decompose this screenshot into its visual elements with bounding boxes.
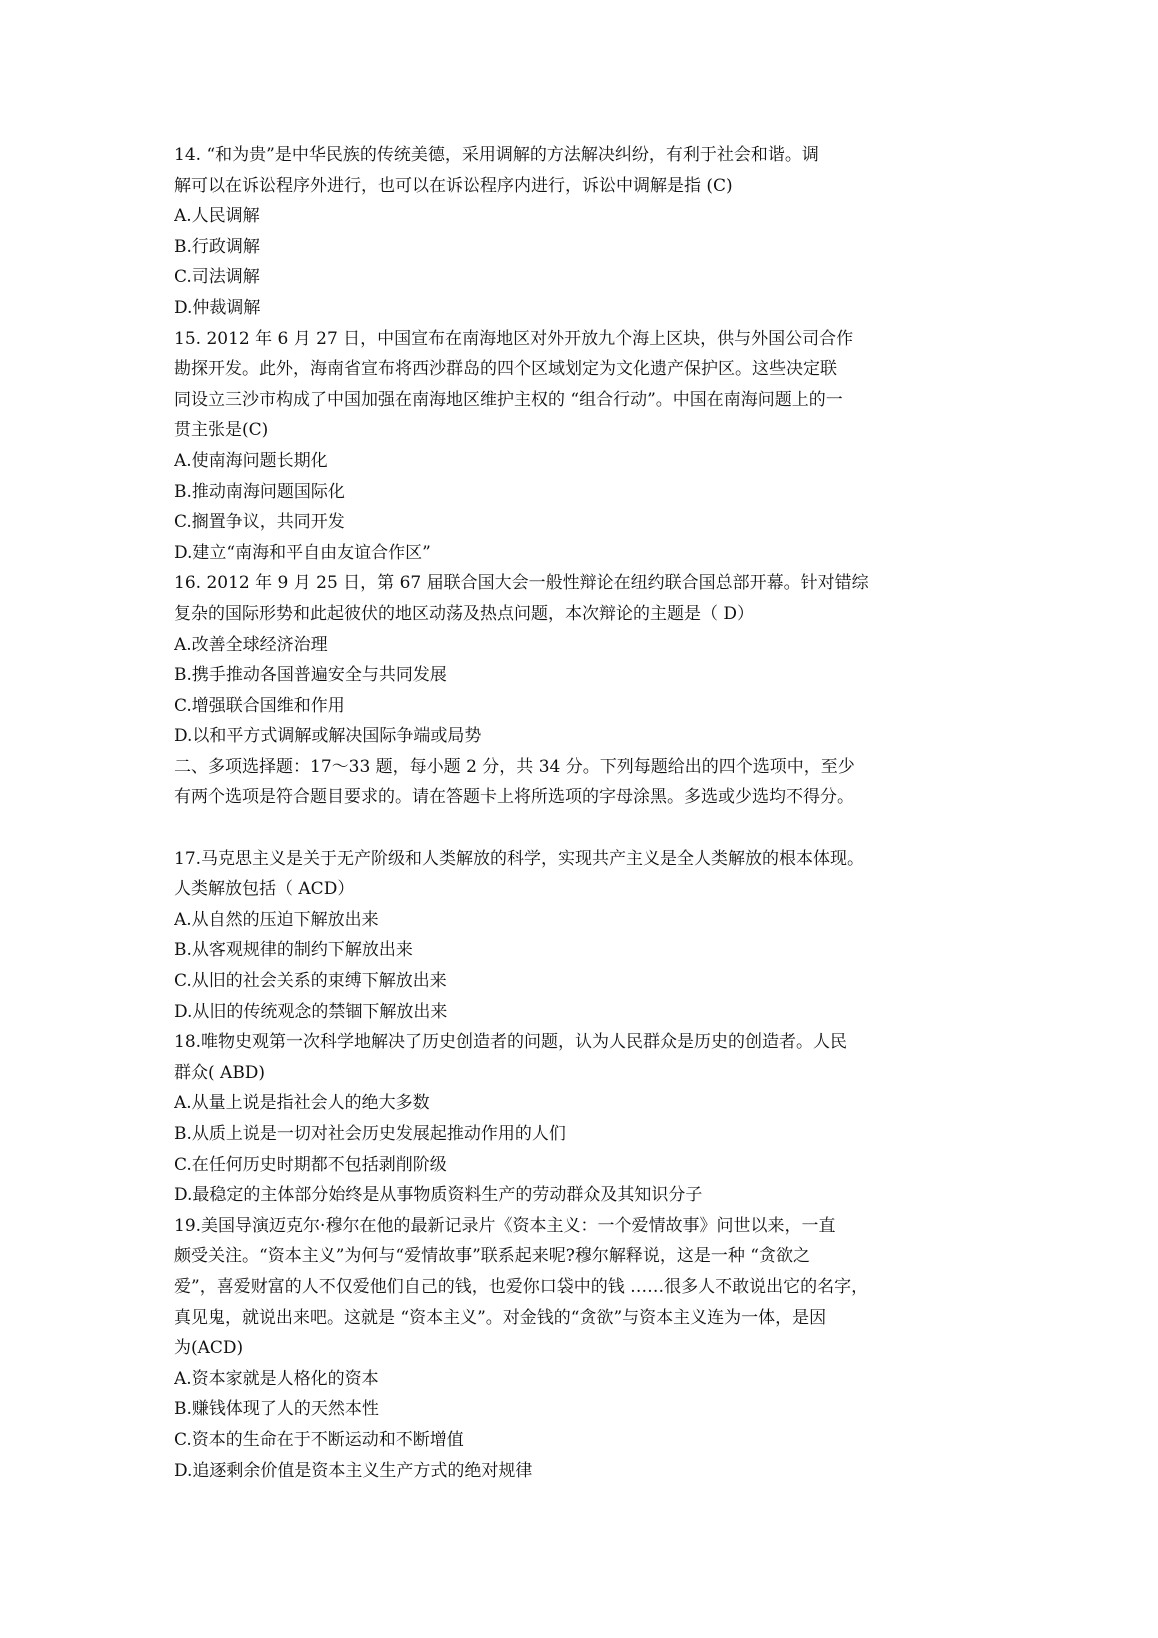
q16-line-1: 16. 2012 年 9 月 25 日，第 67 届联合国大会一般性辩论在纽约联合国总部开幕。针对错综 bbox=[174, 573, 869, 594]
q18-line-1: 18.唯物史观第一次科学地解决了历史创造者的问题，认为人民群众是历史的创造者。人民 bbox=[174, 1032, 848, 1053]
q15-line-2: 勘探开发。此外，海南省宣布将西沙群岛的四个区域划定为文化遗产保护区。这些决定联 bbox=[174, 359, 837, 380]
section-heading-line-2: 有两个选项是符合题目要求的。请在答题卡上将所选项的字母涂黑。多选或少选均不得分。 bbox=[174, 787, 854, 808]
q17-option-a: A.从自然的压迫下解放出来 bbox=[174, 909, 379, 930]
q19-line-4: 真见鬼，就说出来吧。这就是 “资本主义”。对金钱的“贪欲”与资本主义连为一体，是因 bbox=[174, 1307, 827, 1328]
q19-option-d: D.追逐剩余价值是资本主义生产方式的绝对规律 bbox=[174, 1460, 533, 1481]
q14-option-a: A.人民调解 bbox=[174, 206, 260, 227]
blank-line bbox=[174, 813, 1004, 844]
q19-option-c: C.资本的生命在于不断运动和不断增值 bbox=[174, 1429, 464, 1450]
q16-option-b: B.携手推动各国普遍安全与共同发展 bbox=[174, 665, 447, 686]
section-heading-line-1: 二、多项选择题：17～33 题，每小题 2 分，共 34 分。下列每题给出的四个选项中，至少 bbox=[174, 756, 855, 777]
q19-line-2: 颇受关注。“资本主义”为何与“爱情故事”联系起来呢?穆尔解释说，这是一种 “贪欲之 bbox=[174, 1246, 810, 1267]
q18-option-c: C.在任何历史时期都不包括剥削阶级 bbox=[174, 1154, 447, 1175]
q18-option-b: B.从质上说是一切对社会历史发展起推动作用的人们 bbox=[174, 1124, 566, 1144]
q19-line-5: 为(ACD) bbox=[174, 1338, 244, 1359]
q14-line-1: 14. “和为贵”是中华民族的传统美德，采用调解的方法解决纠纷，有利于社会和谐。调 bbox=[174, 145, 819, 165]
q19-line-1: 19.美国导演迈克尔·穆尔在他的最新记录片《资本主义：一个爱情故事》问世以来，一直 bbox=[174, 1215, 836, 1236]
q18-option-a: A.从量上说是指社会人的绝大多数 bbox=[174, 1093, 430, 1114]
q17-option-b: B.从客观规律的制约下解放出来 bbox=[174, 940, 413, 961]
q15-option-a: A.使南海问题长期化 bbox=[174, 450, 328, 471]
q17-option-d: D.从旧的传统观念的禁锢下解放出来 bbox=[174, 1001, 448, 1022]
q19-option-b: B.赚钱体现了人的天然本性 bbox=[174, 1399, 379, 1420]
q19-option-a: A.资本家就是人格化的资本 bbox=[174, 1368, 379, 1389]
q15-option-c: C.搁置争议，共同开发 bbox=[174, 512, 345, 533]
q19-line-3: 爱”，喜爱财富的人不仅爱他们自己的钱，也爱你口袋中的钱 ……很多人不敢说出它的名字， bbox=[174, 1276, 869, 1297]
q14-option-c: C.司法调解 bbox=[174, 267, 260, 288]
q17-line-2: 人类解放包括（ ACD） bbox=[174, 879, 355, 900]
q18-line-2: 群众( ABD) bbox=[174, 1062, 266, 1083]
q16-line-2: 复杂的国际形势和此起彼伏的地区动荡及热点问题，本次辩论的主题是（ D） bbox=[174, 603, 755, 624]
q15-line-4: 贯主张是(C) bbox=[174, 420, 269, 441]
q17-line-1: 17.马克思主义是关于无产阶级和人类解放的科学，实现共产主义是全人类解放的根本体现。 bbox=[174, 848, 865, 869]
document-page bbox=[174, 140, 1004, 1486]
q16-option-d: D.以和平方式调解或解决国际争端或局势 bbox=[174, 726, 482, 747]
q15-option-d: D.建立“南海和平自由友谊合作区” bbox=[174, 542, 431, 563]
q14-line-2: 解可以在诉讼程序外进行，也可以在诉讼程序内进行，诉讼中调解是指 (C) bbox=[174, 175, 733, 196]
q15-line-3: 同设立三沙市构成了中国加强在南海地区维护主权的 “组合行动”。中国在南海问题上的一 bbox=[174, 389, 843, 410]
q15-option-b: B.推动南海问题国际化 bbox=[174, 481, 345, 502]
q16-option-c: C.增强联合国维和作用 bbox=[174, 695, 345, 716]
q14-option-b: B.行政调解 bbox=[174, 236, 260, 257]
q15-line-1: 15. 2012 年 6 月 27 日，中国宣布在南海地区对外开放九个海上区块，供与外国公司合作 bbox=[174, 328, 854, 349]
q16-option-a: A.改善全球经济治理 bbox=[174, 634, 328, 655]
q14-option-d: D.仲裁调解 bbox=[174, 297, 261, 318]
q18-option-d: D.最稳定的主体部分始终是从事物质资料生产的劳动群众及其知识分子 bbox=[174, 1185, 703, 1206]
q17-option-c: C.从旧的社会关系的束缚下解放出来 bbox=[174, 971, 447, 992]
